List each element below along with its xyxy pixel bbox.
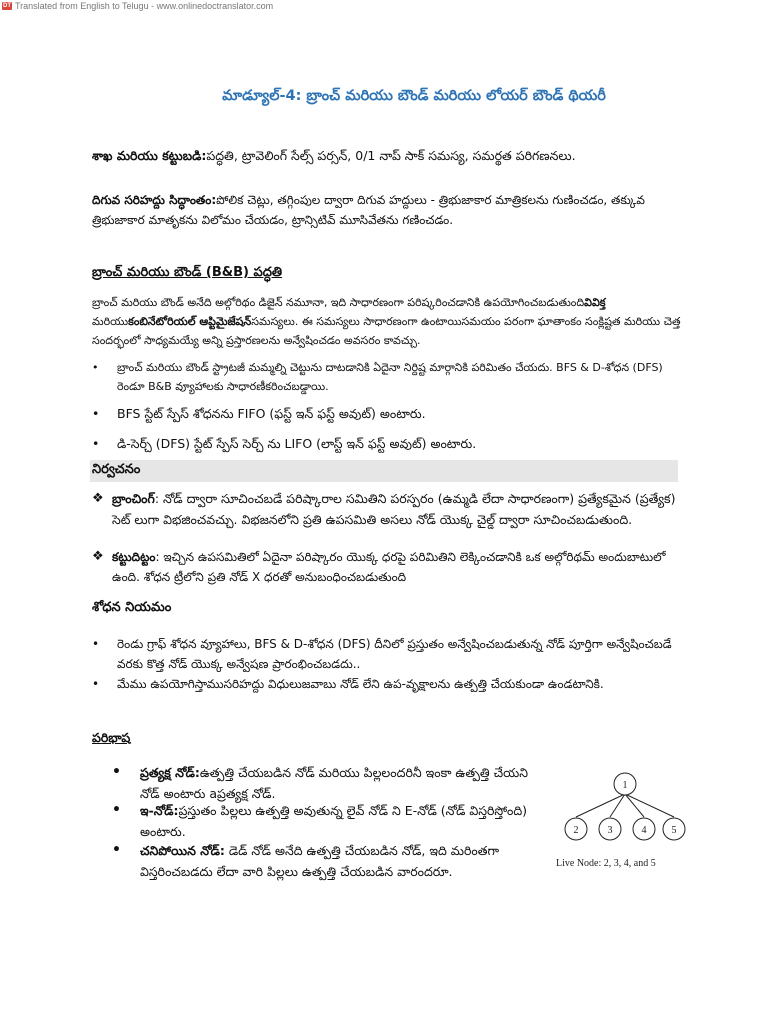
tree-node-label: 2 xyxy=(573,825,579,836)
bb-bullet-3 xyxy=(92,434,682,454)
page-title: మాడ్యూల్-4: బ్రాంచ్ మరియు బౌండ్ మరియు లోయర్ బౌండ్ థియరీ xyxy=(222,88,606,104)
bullet-dot-icon: • xyxy=(112,842,121,858)
terminology-text: ప్రస్తుతం పిల్లలు ఉత్పత్తి అవుతున్న లైవ్ నోడ్ ని E-నోడ్ (నోడ్ విస్తరిస్తోంది) అంటారు. xyxy=(140,803,528,839)
search-rule-bullet-1 xyxy=(92,634,682,674)
bb-paragraph xyxy=(92,293,682,350)
bb-para-c: మరియు xyxy=(92,315,129,328)
translation-banner[interactable] xyxy=(2,0,273,12)
definition-item-2 xyxy=(92,547,682,587)
intro-p2-bold: దిగువ సరిహద్దు సిద్ధాంతం: xyxy=(92,193,217,207)
search-rule-heading: శోధన నియమం xyxy=(92,600,172,615)
tree-node-label: 3 xyxy=(607,825,613,836)
bb-bullet-text: బ్రాంచ్ మరియు బౌండ్ స్ట్రాటజీ మమ్మల్ని చెట్టును దాటడానికి ఏదైనా నిర్దిష్ట మార్గానికి పరిమితం చేయదు. BFS & D-శోధన (DFS) రెండూ B&B వ్యూహాలకు సాధారణీకరించబడ్డాయి. xyxy=(117,361,663,393)
tree-node-label: 1 xyxy=(622,780,628,791)
intro-paragraph-2 xyxy=(92,190,682,230)
bullet-dot-icon: • xyxy=(92,406,100,421)
definition-term: కట్టుదిట్టం xyxy=(112,550,156,564)
bb-bullet-text: BFS స్టేట్ స్పేస్ శోధనను FIFO (ఫస్ట్ ఇన్ ఫస్ట్ అవుట్) అంటారు. xyxy=(117,406,426,421)
bb-para-b2: కంబినేటోరియల్ ఆప్టిమైజేషన్ xyxy=(128,315,252,328)
search-rule-text: మేము ఉపయోగిస్తాముసరిహద్దు విధులుజవాబు నోడ్ లేని ఉప-వృక్షాలను ఉత్పత్తి చేయకుండా ఉండటానికి. xyxy=(117,677,604,691)
translator-logo-icon: DT xyxy=(3,3,11,9)
bb-heading: బ్రాంచ్ మరియు బౌండ్ (B&B) పద్ధతి xyxy=(92,265,283,280)
terminology-text: డెడ్ నోడ్ అనేది ఉత్పత్తి చేయబడిన నోడ్, ఇది మరింతగా విస్తరించబడదు లేదా వారి పిల్లలు ఉత్పత్తి చేయబడిన వారందరూ. xyxy=(140,843,499,879)
diamond-bullet-icon: ❖ xyxy=(92,549,104,564)
terminology-item-2 xyxy=(112,800,532,842)
bullet-dot-icon: • xyxy=(92,637,100,651)
definition-heading: నిర్వచనం xyxy=(92,462,141,477)
terminology-term: ప్రత్యక్ష నోడ్: xyxy=(140,765,200,780)
tree-node-label: 4 xyxy=(641,825,647,836)
tree-edge xyxy=(625,794,674,817)
bullet-dot-icon: • xyxy=(92,361,99,374)
terminology-term: చనిపోయిన నోడ్: xyxy=(140,843,225,858)
terminology-item-3 xyxy=(112,840,532,882)
bb-para-b1: వివిక్త xyxy=(584,296,606,309)
definition-text: : ఇచ్చిన ఉపసమితిలో ఏదైనా పరిష్కారం యొక్క ధరపై పరిమితిని లెక్కించడానికి ఒక అల్గోరిథమ్ అందుబాటులో ఉంది. శోధన ట్రీలోని ప్రతి నోడ్ X ధరతో అనుబంధించబడుతుంది xyxy=(112,550,666,584)
tree-edge xyxy=(625,794,644,817)
intro-paragraph-1 xyxy=(92,145,682,166)
bb-bullet-2 xyxy=(92,404,682,424)
bb-bullet-text: డి-సెర్చ్ (DFS) స్టేట్ స్పేస్ సెర్చ్ ను LIFO (లాస్ట్ ఇన్ ఫస్ట్ అవుట్) అంటారు. xyxy=(117,436,477,451)
terminology-heading: పరిభాష xyxy=(92,730,131,745)
bb-bullet-1 xyxy=(92,358,682,396)
definition-heading-bar xyxy=(90,460,678,482)
intro-p1-bold: శాఖ మరియు కట్టుబడి: xyxy=(92,148,207,163)
live-node-tree-diagram xyxy=(552,762,692,882)
tree-node-label: 5 xyxy=(671,825,677,836)
bullet-dot-icon: • xyxy=(92,436,100,451)
definition-term: బ్రాంచింగ్ xyxy=(112,491,155,506)
definition-item-1 xyxy=(92,488,682,530)
bullet-dot-icon: • xyxy=(92,677,100,691)
tree-caption: Live Node: 2, 3, 4, and 5 xyxy=(556,858,656,869)
search-rule-bullet-2 xyxy=(92,674,682,694)
terminology-text: ఉత్పత్తి చేయబడిన నోడ్ మరియు పిల్లలందరినీ ఇంకా ఉత్పత్తి చేయని నోడ్ అంటారు aప్రత్యక్ష నోడ్. xyxy=(140,765,528,801)
diamond-bullet-icon: ❖ xyxy=(92,491,104,506)
definition-text: : నోడ్ ద్వారా సూచించబడే పరిష్కారాల సమితిని పరస్పరం (ఉమ్మడి లేదా సాధారణంగా) ప్రత్యేకమైన (ప్రత్యేక) సెట్ లుగా విభజించవచ్చు. విభజనలోని ప్రతి ఉపసమితి అసలు నోడ్ యొక్క చైల్డ్ ద్వారా సూచించబడుతుంది. xyxy=(112,491,676,527)
banner-text: Translated from English to Telugu - www.onlinedoctranslator.com xyxy=(15,1,274,11)
bullet-dot-icon: • xyxy=(112,764,121,780)
search-rule-text: రెండు గ్రాఫ్ శోధన వ్యూహాలు, BFS & D-శోధన (DFS) దీనిలో ప్రస్తుతం అన్వేషించబడుతున్న నోడ్ పూర్తిగా అన్వేషించబడే వరకు కొత్త నోడ్ యొక్క అన్వేషణ ప్రారంభించబడదు.. xyxy=(117,637,672,671)
terminology-term: ఇ-నోడ్: xyxy=(140,803,179,818)
bullet-dot-icon: • xyxy=(112,802,121,818)
intro-p2-text: పోలిక చెట్లు, తగ్గింపుల ద్వారా దిగువ హద్దులు - త్రిభుజాకార మాత్రికలను గుణించడం, తక్కువ త్రిభుజాకార మాతృకను విలోమం చేయడం, ట్రాన్సిటివ్ మూసివేతను గణించడం. xyxy=(92,193,645,227)
bb-para-d: సమస్యలు. ఈ సమస్యలు సాధారణంగా ఉంటాయిసమయం పరంగా ఘాతాంకం సంక్లిష్టత మరియు చెత్త సందర్భంలో సాధ్యమయ్యే అన్ని ప్రస్తారణలను అన్వేషించడం అవసరం కావచ్చు. xyxy=(92,315,681,347)
intro-p1-text: పద్ధతి, ట్రావెలింగ్ సేల్స్ పర్సన్, 0/1 నాప్ సాక్ సమస్య, సమర్థత పరిగణనలు. xyxy=(206,148,576,163)
terminology-item-1 xyxy=(112,762,532,804)
bb-para-a: బ్రాంచ్ మరియు బౌండ్ అనేది అల్గోరిథం డిజైన్ నమూనా, ఇది సాధారణంగా పరిష్కరించడానికి ఉపయోగించబడుతుంది xyxy=(92,296,585,309)
